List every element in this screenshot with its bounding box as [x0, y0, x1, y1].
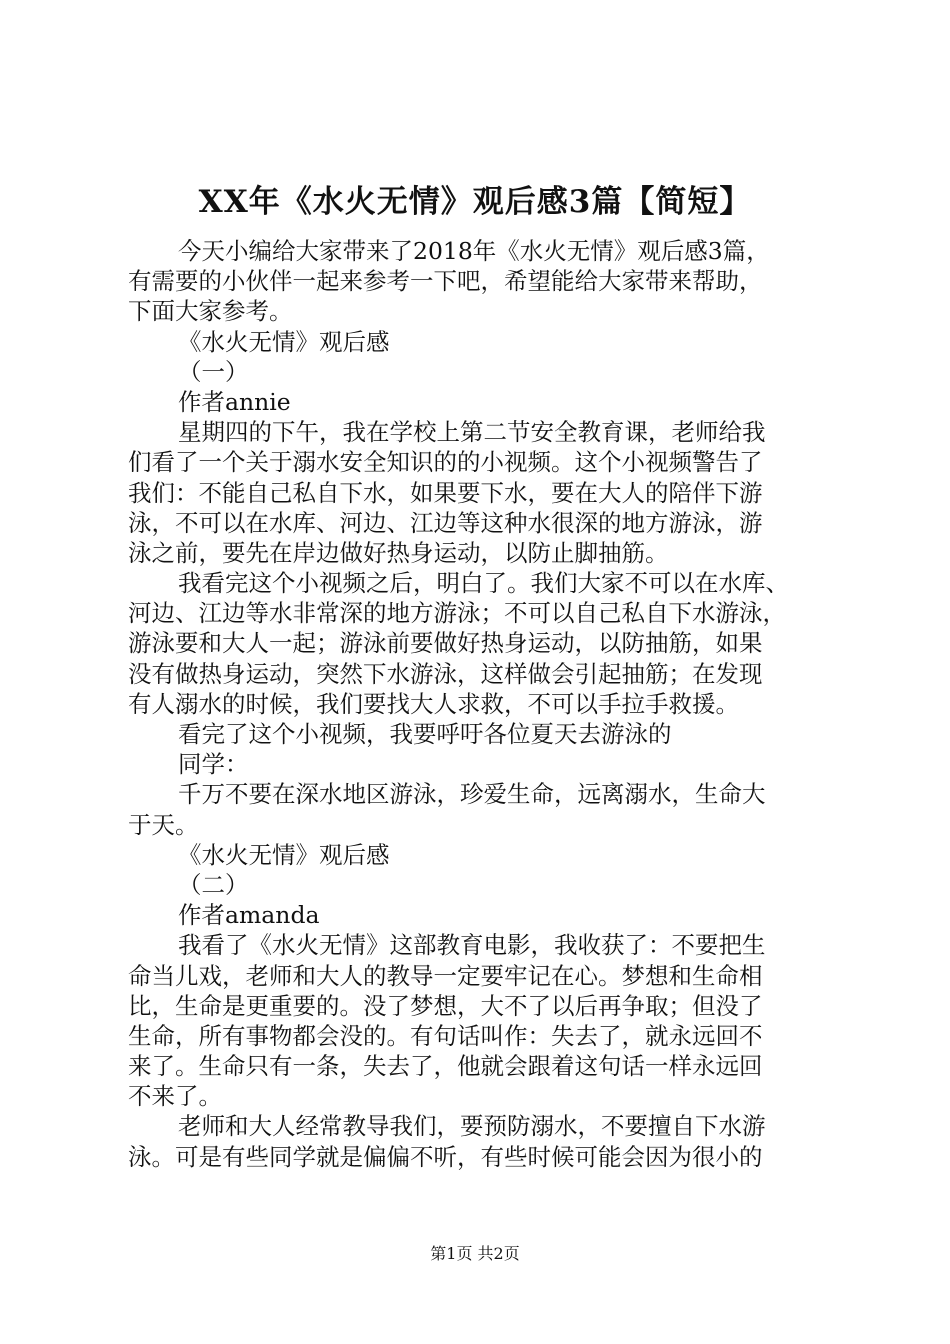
text-line: 游泳要和大人一起；游泳前要做好热身运动，以防抽筋，如果	[128, 629, 763, 658]
text-line: 《水火无情》观后感	[178, 840, 390, 869]
text-line: 今天小编给大家带来了2018年《水火无情》观后感3篇，	[178, 237, 770, 265]
text-line: 星期四的下午，我在学校上第二节安全教育课，老师给我	[178, 418, 766, 447]
text-line: 们看了一个关于溺水安全知识的的小视频。这个小视频警告了	[128, 448, 763, 477]
text-line: 老师和大人经常教导我们，要预防溺水，不要擅自下水游	[178, 1112, 766, 1141]
text-line: 没有做热身运动，突然下水游泳，这样做会引起抽筋；在发现	[128, 659, 763, 688]
text-line: 我们：不能自己私自下水，如果要下水，要在大人的陪伴下游	[128, 478, 763, 507]
text-line: 泳。可是有些同学就是偏偏不听，有些时候可能会因为很小的	[128, 1142, 763, 1171]
text-line: 于天。	[128, 810, 199, 839]
text-line: 河边、江边等水非常深的地方游泳；不可以自己私自下水游泳，	[128, 599, 786, 628]
text-line: 来了。生命只有一条，失去了，他就会跟着这句话一样永远回	[128, 1052, 763, 1081]
text-line: 下面大家参考。	[128, 297, 293, 326]
text-line: 生命，所有事物都会没的。有句话叫作：失去了，就永远回不	[128, 1021, 763, 1050]
text-line: 我看完这个小视频之后，明白了。我们大家不可以在水库、	[178, 569, 789, 598]
text-line: 有人溺水的时候，我们要找大人求救，不可以手拉手救援。	[128, 689, 739, 718]
text-line: 不来了。	[128, 1082, 222, 1111]
text-line: 我看了《水火无情》这部教育电影，我收获了：不要把生	[178, 931, 766, 960]
text-line: 作者annie	[178, 387, 291, 416]
text-line: 泳，不可以在水库、河边、江边等这种水很深的地方游泳，游	[128, 508, 763, 537]
text-line: 有需要的小伙伴一起来参考一下吧，希望能给大家带来帮助，	[128, 267, 763, 296]
text-line: 比，生命是更重要的。没了梦想，大不了以后再争取；但没了	[128, 991, 763, 1020]
text-line: 作者amanda	[178, 901, 320, 930]
text-line: 命当儿戏，老师和大人的教导一定要牢记在心。梦想和生命相	[128, 961, 763, 990]
text-line: 千万不要在深水地区游泳，珍爱生命，远离溺水，生命大	[178, 780, 766, 809]
page-footer: 第1页 共2页	[430, 1244, 520, 1263]
text-line: 看完了这个小视频，我要呼吁各位夏天去游泳的	[178, 720, 672, 748]
document-body	[128, 236, 828, 1172]
text-line: 《水火无情》观后感	[178, 327, 390, 356]
text-line: 同学：	[178, 750, 249, 779]
text-line: 泳之前，要先在岸边做好热身运动，以防止脚抽筋。	[128, 538, 669, 567]
text-line: （一）	[178, 357, 249, 386]
document-title: XX年《水火无情》观后感3篇【简短】	[198, 184, 752, 220]
text-line: （二）	[178, 870, 249, 899]
